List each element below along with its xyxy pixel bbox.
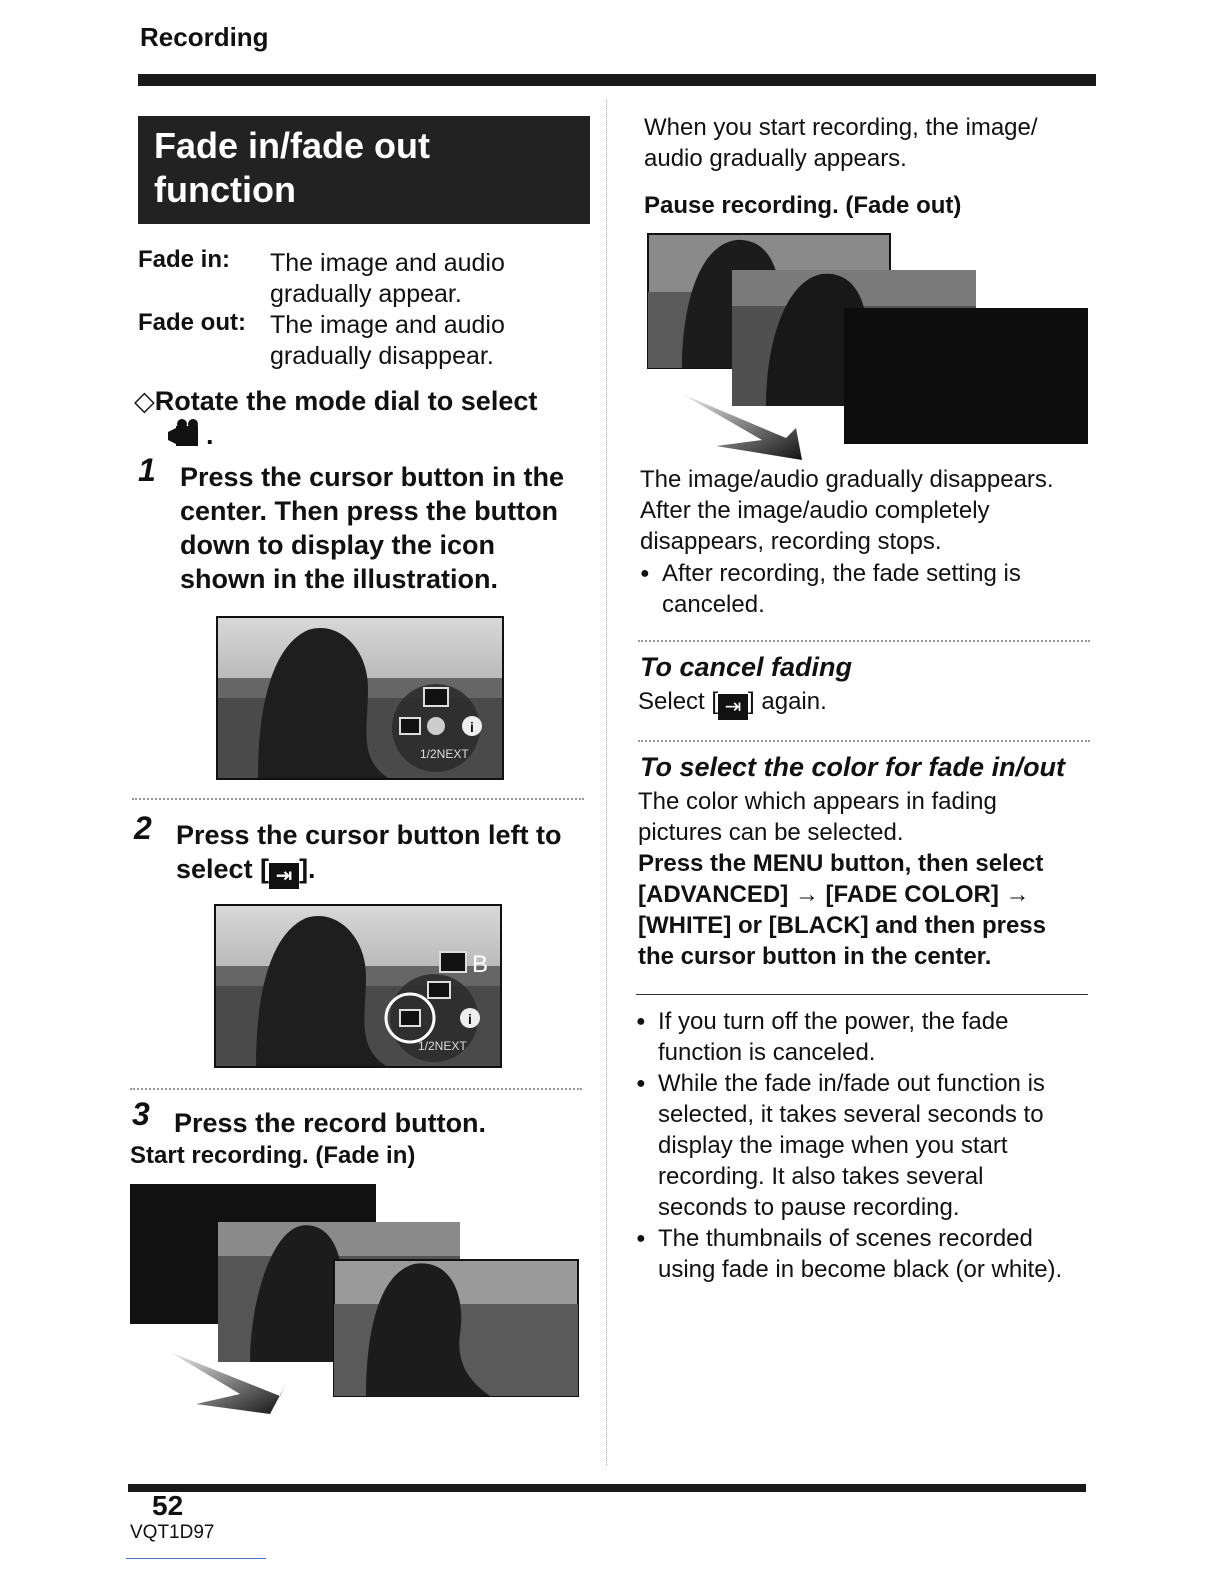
text-line: ● While the fade in/fade out function is: [658, 1070, 1045, 1097]
step-line-prefix: select [: [176, 854, 270, 884]
page-title: [138, 116, 590, 224]
diamond-icon: ◇: [134, 386, 155, 416]
fade-color-instructions: [638, 848, 1046, 972]
step-1-text: [180, 460, 564, 596]
definition-line: The image and audio: [270, 249, 505, 277]
cancel-fading-heading: To cancel fading: [640, 652, 853, 682]
text-line: recording. It also takes several: [658, 1163, 984, 1190]
text-line: The image/audio gradually disappears.: [640, 466, 1054, 493]
text-line: [ADVANCED] → [FADE COLOR] →: [638, 881, 1030, 908]
header-rule: [138, 74, 1096, 86]
fade-color-heading: To select the color for fade in/out: [640, 752, 1066, 782]
step-line: Press the cursor button left to: [176, 820, 562, 850]
divider: [636, 994, 1088, 995]
title-line-1: Fade in/fade out: [154, 125, 431, 166]
definition-line: gradually disappear.: [270, 342, 494, 370]
mode-dial-step: [134, 384, 537, 418]
text-line: ● After recording, the fade setting is: [662, 560, 1021, 587]
text-line: selected, it takes several seconds to: [658, 1101, 1044, 1128]
text-line: The color which appears in fading: [638, 788, 997, 815]
fade-color-description: [638, 786, 997, 848]
text-line: After the image/audio completely: [640, 497, 990, 524]
text-line: canceled.: [662, 591, 765, 618]
divider: [132, 798, 584, 800]
step-line-suffix: ].: [299, 854, 316, 884]
pause-recording-heading: Pause recording. (Fade out): [644, 192, 962, 219]
definition-line: The image and audio: [270, 311, 505, 339]
section-label: Recording: [140, 22, 269, 52]
page-number: 52: [152, 1490, 184, 1521]
illustration-step-1: [216, 616, 504, 780]
list-item: [636, 1068, 1088, 1223]
fade-in-description: [644, 112, 1038, 174]
step-line: [176, 852, 562, 889]
text-line: pictures can be selected.: [638, 819, 904, 846]
step-2-text: [176, 818, 562, 889]
text-line: function is canceled.: [658, 1039, 876, 1066]
definition-line: gradually appear.: [270, 280, 462, 308]
step-3-subtext: Start recording. (Fade in): [130, 1142, 416, 1169]
definition-term-fade-out: Fade out:: [138, 309, 246, 336]
cancel-fading-text: [638, 686, 827, 720]
text-suffix: ] again.: [748, 688, 827, 715]
divider: [638, 640, 1090, 642]
column-divider: [606, 100, 607, 1465]
divider: [130, 1088, 582, 1090]
step-number: 1: [138, 452, 156, 488]
mode-dial-text: Rotate the mode dial to select: [154, 386, 538, 416]
definition-text-fade-out: [270, 310, 505, 372]
list-item: [636, 1006, 1088, 1068]
definition-text-fade-in: [270, 248, 505, 310]
text-line: seconds to pause recording.: [658, 1194, 960, 1221]
text-prefix: Select [: [638, 688, 719, 715]
text-line: ● If you turn off the power, the fade: [658, 1008, 1009, 1035]
footer-rule: [128, 1484, 1086, 1492]
step-3-text: Press the record button.: [174, 1108, 487, 1138]
step-number: 2: [134, 810, 152, 846]
text-line: the cursor button in the center.: [638, 943, 992, 970]
step-number: 3: [132, 1096, 150, 1132]
title-line-2: function: [154, 169, 296, 210]
text-line: disappears, recording stops.: [640, 528, 942, 555]
text-line: audio gradually appears.: [644, 145, 907, 172]
footer-underline: [126, 1558, 266, 1559]
info-icon: i: [468, 1011, 472, 1027]
mode-dial-period: .: [206, 420, 214, 450]
step-line: Press the cursor button in the: [180, 462, 565, 492]
next-label: 1/2NEXT: [418, 1039, 467, 1053]
text-line: ● The thumbnails of scenes recorded: [658, 1225, 1033, 1252]
text-line: using fade in become black (or white).: [658, 1256, 1063, 1283]
fade-in-illustration: [130, 1184, 580, 1414]
step-line: down to display the icon: [180, 530, 496, 560]
step-line: center. Then press the button: [180, 496, 559, 526]
info-icon: i: [470, 719, 474, 735]
fade-icon: ⇥: [718, 694, 748, 720]
next-label: 1/2NEXT: [420, 747, 469, 761]
divider: [638, 740, 1090, 742]
text-line: [WHITE] or [BLACK] and then press: [638, 912, 1046, 939]
definition-term-fade-in: Fade in:: [138, 246, 231, 273]
fade-color-letter: B: [472, 951, 489, 978]
list-item: [640, 558, 1080, 620]
text-line: display the image when you start: [658, 1132, 1008, 1159]
step-line: shown in the illustration.: [180, 564, 499, 594]
text-line: When you start recording, the image/: [644, 114, 1038, 141]
list-item: [636, 1223, 1088, 1285]
fade-icon: ⇥: [269, 863, 299, 889]
fade-out-description: [640, 464, 1054, 557]
fade-out-notes: [640, 558, 1080, 620]
text-line: Press the MENU button, then select: [638, 850, 1044, 877]
notes-list: [636, 1006, 1088, 1285]
model-code: VQT1D97: [130, 1522, 215, 1543]
fade-out-illustration: [646, 232, 1090, 464]
illustration-step-2: [214, 904, 502, 1068]
